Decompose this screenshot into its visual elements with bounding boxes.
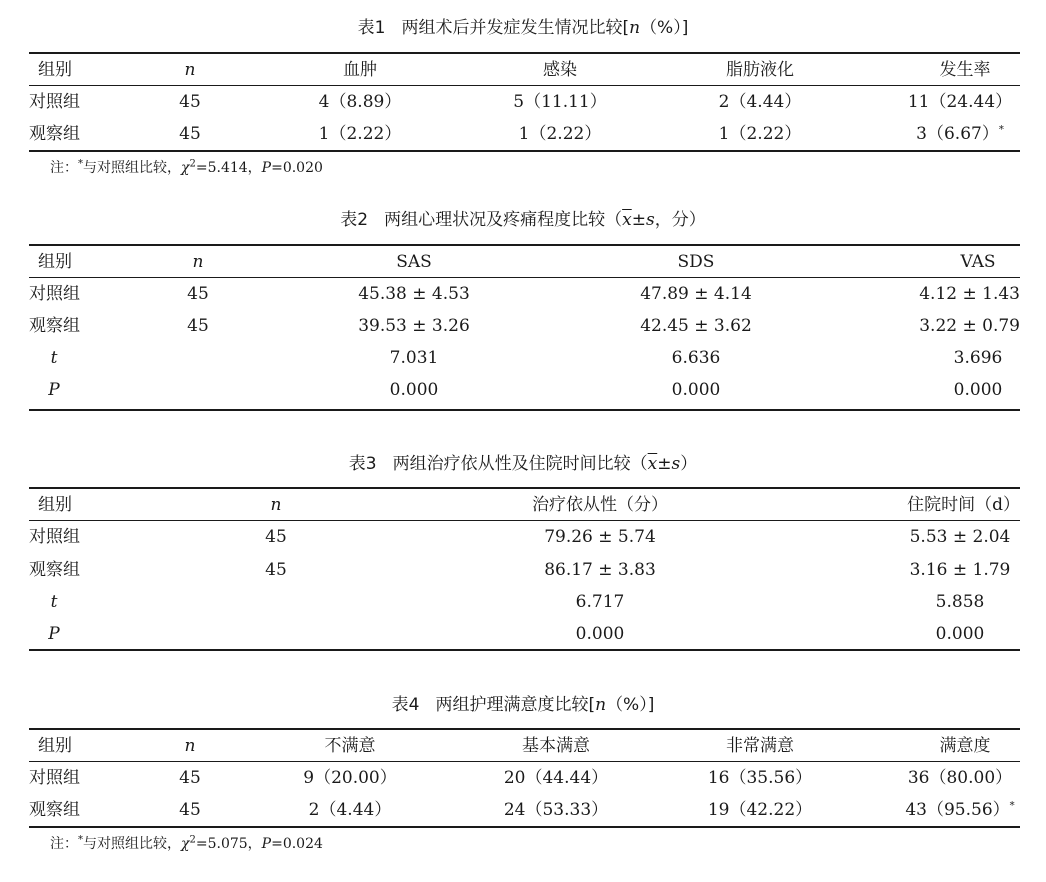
table2-title-pm: ± — [631, 210, 646, 230]
table-cell: 3.16 ± 1.79 — [909, 560, 1011, 580]
table-cell: 0.000 — [953, 380, 1003, 400]
table-cell: 观察组 — [29, 316, 80, 336]
header-n: n — [184, 736, 196, 756]
table1-title-n: n — [629, 18, 641, 38]
table-cell: 19（42.22） — [707, 800, 813, 820]
table-cell: 45 — [179, 768, 201, 788]
header-col: 不满意 — [324, 736, 376, 756]
note-mark: * — [78, 158, 83, 170]
table3-title — [0, 452, 1046, 476]
table1-note — [50, 158, 323, 178]
table-cell: 0.000 — [389, 380, 439, 400]
table-cell: 对照组 — [29, 768, 80, 788]
note-p: P — [261, 836, 272, 852]
note-text: 与对照组比较， — [83, 160, 181, 176]
table-cell: 36（80.00） — [907, 768, 1013, 788]
note-sup: 2 — [189, 834, 196, 846]
table-cell-value: 43（95.56） — [905, 800, 1010, 820]
table-cell: 45 — [265, 560, 287, 580]
table1-number: 表1 — [357, 18, 386, 38]
table3-title-text: 两组治疗依从性及住院时间比较（ — [392, 454, 648, 474]
note-chi: χ — [181, 160, 190, 176]
note-prefix: 注： — [50, 836, 78, 852]
table-cell: 4.12 ± 1.43 — [919, 284, 1020, 304]
note-sup: 2 — [189, 158, 196, 170]
note-mark: * — [78, 834, 83, 846]
table-cell: 1（2.22） — [518, 124, 602, 144]
header-col: 治疗依从性（分） — [532, 495, 668, 515]
header-col: SAS — [396, 252, 432, 272]
table4-title — [0, 693, 1046, 717]
table-cell: 6.717 — [575, 592, 625, 612]
table3-number: 表3 — [348, 454, 377, 474]
table-cell: 5.858 — [935, 592, 985, 612]
table3-title-xbar: $\overline{x}$ — [647, 454, 658, 474]
header-col: 脂肪液化 — [726, 60, 794, 80]
significance-mark: * — [998, 124, 1004, 136]
table-cell: 79.26 ± 5.74 — [544, 527, 656, 547]
note-text: 与对照组比较， — [83, 836, 181, 852]
table-cell: 45.38 ± 4.53 — [358, 284, 470, 304]
table3-title-s: s — [671, 454, 681, 474]
table2-title-text: 两组心理状况及疼痛程度比较（ — [384, 210, 623, 230]
table-cell: 观察组 — [29, 560, 80, 580]
table-cell: 20（44.44） — [503, 768, 609, 788]
bottom-rule — [29, 150, 1020, 152]
bottom-rule — [29, 649, 1020, 651]
table-cell: 47.89 ± 4.14 — [640, 284, 752, 304]
table-cell: 45 — [179, 124, 201, 144]
table-cell: 3.22 ± 0.79 — [919, 316, 1020, 336]
header-n: n — [184, 60, 196, 80]
table-cell: 0.000 — [935, 624, 985, 644]
table-cell: 5（11.11） — [513, 92, 607, 112]
table-cell: t — [50, 592, 58, 612]
table4-title-text: 两组护理满意度比较[ — [435, 695, 596, 715]
table-cell-marked — [880, 118, 1040, 150]
table1-title-text: 两组术后并发症发生情况比较[ — [401, 18, 630, 38]
header-group: 组别 — [38, 495, 72, 515]
table2-title — [0, 208, 1046, 232]
note-p: P — [261, 160, 272, 176]
table-cell: 45 — [187, 316, 209, 336]
header-col: 发生率 — [939, 60, 991, 80]
table-cell: 11（24.44） — [907, 92, 1013, 112]
bottom-rule — [29, 409, 1020, 411]
table4-note — [50, 834, 323, 854]
table-cell: 1（2.22） — [318, 124, 402, 144]
header-group: 组别 — [38, 60, 72, 80]
header-group: 组别 — [38, 252, 72, 272]
table-cell: 对照组 — [29, 284, 80, 304]
header-group: 组别 — [38, 736, 72, 756]
table2-number: 表2 — [340, 210, 369, 230]
table-cell: 9（20.00） — [303, 768, 397, 788]
table2-title-s: s — [645, 210, 655, 230]
table-cell: 对照组 — [29, 527, 80, 547]
table-cell: 7.031 — [389, 348, 439, 368]
header-n: n — [270, 495, 282, 515]
header-n: n — [192, 252, 204, 272]
header-col: 住院时间（d） — [907, 495, 1020, 515]
table-cell: 观察组 — [29, 800, 80, 820]
table-cell: 3.696 — [953, 348, 1003, 368]
header-col: 基本满意 — [522, 736, 590, 756]
note-chi: χ — [181, 836, 190, 852]
table-cell: P — [48, 624, 60, 644]
header-col: 满意度 — [939, 736, 991, 756]
table-cell: 1（2.22） — [718, 124, 802, 144]
table-cell: 45 — [179, 92, 201, 112]
table-cell: 45 — [179, 800, 201, 820]
header-col: 血肿 — [343, 60, 377, 80]
table-cell: 2（4.44） — [308, 800, 392, 820]
table1-title-tail: （%）] — [640, 18, 689, 38]
table2 — [0, 208, 1046, 418]
table4-title-n: n — [595, 695, 607, 715]
table-cell: 45 — [265, 527, 287, 547]
table-cell: 0.000 — [671, 380, 721, 400]
table3-title-tail: ） — [680, 454, 698, 474]
table-cell: 4（8.89） — [318, 92, 402, 112]
table1 — [0, 16, 1046, 186]
significance-mark: * — [1009, 800, 1015, 812]
table-cell-marked — [880, 794, 1040, 826]
table-cell: 对照组 — [29, 92, 80, 112]
table-cell: 观察组 — [29, 124, 80, 144]
header-col: VAS — [960, 252, 996, 272]
table-cell: t — [50, 348, 58, 368]
note-prefix: 注： — [50, 160, 78, 176]
header-col: SDS — [677, 252, 715, 272]
note-chi-value: =5.075， — [195, 836, 262, 852]
table3-title-pm: ± — [657, 454, 672, 474]
table-cell: 24（53.33） — [503, 800, 609, 820]
table-cell: 2（4.44） — [718, 92, 802, 112]
table2-title-tail: ，分） — [654, 210, 706, 230]
table2-title-xbar: $\overline{x}$ — [622, 210, 632, 230]
bottom-rule — [29, 826, 1020, 828]
table1-title — [0, 16, 1046, 40]
table4 — [0, 693, 1046, 863]
table-cell: P — [48, 380, 60, 400]
table-cell: 5.53 ± 2.04 — [909, 527, 1011, 547]
note-p-value: =0.024 — [271, 836, 323, 852]
note-chi-value: =5.414， — [195, 160, 262, 176]
table-cell: 39.53 ± 3.26 — [358, 316, 470, 336]
table-cell-value: 3（6.67） — [916, 124, 999, 144]
table-cell: 6.636 — [671, 348, 721, 368]
table-cell: 86.17 ± 3.83 — [544, 560, 656, 580]
header-col: 感染 — [543, 60, 577, 80]
header-col: 非常满意 — [726, 736, 794, 756]
table-cell: 16（35.56） — [707, 768, 813, 788]
table4-title-tail: （%）] — [606, 695, 655, 715]
note-p-value: =0.020 — [271, 160, 323, 176]
table-cell: 45 — [187, 284, 209, 304]
table4-number: 表4 — [391, 695, 420, 715]
table-cell: 0.000 — [575, 624, 625, 644]
table-cell: 42.45 ± 3.62 — [640, 316, 752, 336]
table3 — [0, 452, 1046, 652]
